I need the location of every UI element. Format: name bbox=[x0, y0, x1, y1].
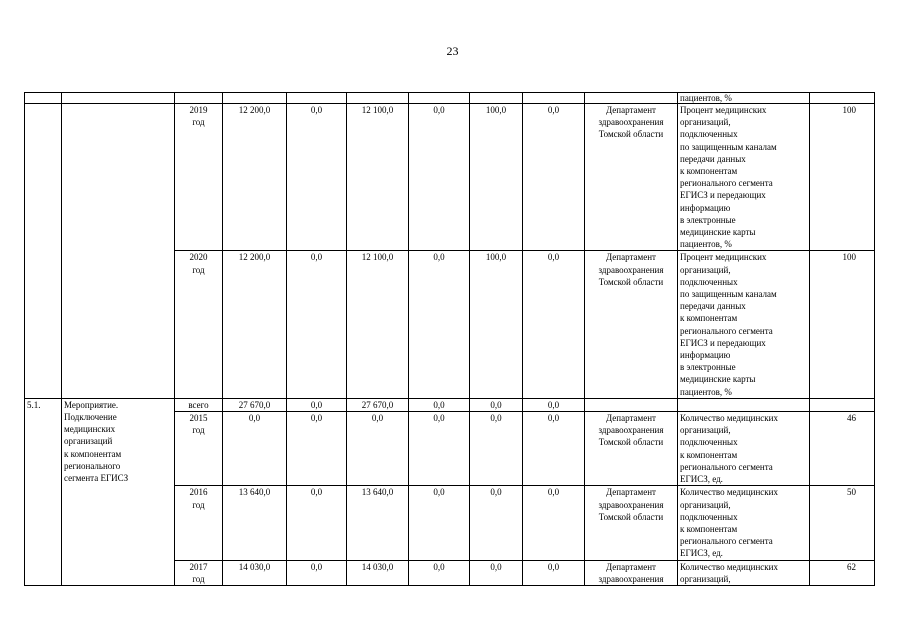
year-line: 2020 bbox=[189, 252, 208, 263]
federal-budget-cell: 0,0 bbox=[287, 104, 347, 251]
executor-line: здравоохранения bbox=[598, 264, 664, 275]
indicator-line: медицинские карты bbox=[680, 374, 756, 385]
cell-empty bbox=[810, 93, 875, 104]
local-budget-cell: 0,0 bbox=[409, 486, 470, 560]
executor-line: Департамент bbox=[606, 561, 656, 572]
indicator-line: информацию bbox=[680, 202, 731, 213]
executor-cell bbox=[585, 251, 678, 398]
year-line: 2019 bbox=[189, 105, 208, 115]
executor-line: здравоохранения bbox=[598, 573, 664, 584]
executor-cell bbox=[585, 560, 678, 585]
page-number: 23 bbox=[446, 44, 459, 58]
year-cell bbox=[175, 251, 223, 398]
year-cell bbox=[175, 412, 223, 486]
indicator-cell bbox=[678, 104, 810, 251]
executor-cell bbox=[585, 104, 678, 251]
target-value-cell: 62 bbox=[810, 560, 875, 585]
indicator-cell bbox=[678, 560, 810, 585]
indicator-line: ЕГИСЗ и передающих bbox=[680, 190, 766, 201]
year-line: всего bbox=[188, 399, 209, 410]
target-value-cell: 50 bbox=[810, 486, 875, 560]
tfoms-cell: 100,0 bbox=[470, 251, 523, 398]
cell-empty bbox=[175, 93, 223, 104]
task-line: сегмента ЕГИСЗ bbox=[64, 473, 129, 484]
cell-empty bbox=[347, 93, 409, 104]
executor-line: Томской области bbox=[598, 276, 664, 287]
executor-line: здравоохранения bbox=[598, 117, 664, 128]
table-row bbox=[25, 104, 875, 251]
tfoms-cell: 0,0 bbox=[470, 398, 523, 411]
regional-budget-cell: 12 100,0 bbox=[347, 104, 409, 251]
year-line: 2015 bbox=[189, 413, 208, 424]
table-row bbox=[25, 398, 875, 411]
executor-cell bbox=[585, 412, 678, 486]
tfoms-cell: 0,0 bbox=[470, 412, 523, 486]
executor-line: Департамент bbox=[606, 252, 656, 263]
federal-budget-cell: 0,0 bbox=[287, 486, 347, 560]
indicator-line: организаций, bbox=[680, 499, 731, 510]
total-amount-cell: 12 200,0 bbox=[223, 251, 287, 398]
federal-budget-cell: 0,0 bbox=[287, 251, 347, 398]
indicator-line: ЕГИСЗ, ед. bbox=[680, 548, 723, 559]
executor-cell bbox=[585, 398, 678, 411]
indicator-line: к компонентам bbox=[680, 523, 738, 534]
executor-line: здравоохранения bbox=[598, 499, 664, 510]
task-cell bbox=[62, 104, 175, 399]
indicator-line: к компонентам bbox=[680, 313, 738, 324]
indicator-line: регионального сегмента bbox=[680, 461, 773, 472]
total-amount-cell: 0,0 bbox=[223, 412, 287, 486]
indicator-cell bbox=[678, 93, 810, 104]
local-budget-cell: 0,0 bbox=[409, 251, 470, 398]
indicator-line: к компонентам bbox=[680, 166, 738, 177]
task-line: Подключение bbox=[64, 412, 117, 423]
other-sources-cell: 0,0 bbox=[523, 104, 585, 251]
indicator-line: организаций, bbox=[680, 117, 731, 128]
item-number-cell: 5.1. bbox=[25, 398, 62, 585]
tfoms-cell: 0,0 bbox=[470, 486, 523, 560]
target-value-cell: 100 bbox=[810, 251, 875, 398]
executor-line: Департамент bbox=[606, 413, 656, 424]
local-budget-cell: 0,0 bbox=[409, 104, 470, 251]
local-budget-cell: 0,0 bbox=[409, 412, 470, 486]
indicator-line: по защищенным каналам bbox=[680, 141, 777, 152]
year-line: 2016 bbox=[189, 487, 208, 498]
indicator-line: по защищенным каналам bbox=[680, 289, 777, 300]
indicator-line: подключенных bbox=[680, 276, 738, 287]
year-line: год bbox=[192, 264, 205, 275]
task-cell bbox=[62, 398, 175, 585]
continuation-row bbox=[25, 93, 875, 104]
year-cell bbox=[175, 486, 223, 560]
indicator-line: пациентов, % bbox=[680, 93, 732, 103]
cell-empty bbox=[585, 93, 678, 104]
indicator-line: ЕГИСЗ, ед. bbox=[680, 474, 723, 485]
regional-budget-cell: 14 030,0 bbox=[347, 560, 409, 585]
total-amount-cell: 27 670,0 bbox=[223, 398, 287, 411]
federal-budget-cell: 0,0 bbox=[287, 398, 347, 411]
executor-line: Томской области bbox=[598, 129, 664, 140]
indicator-cell bbox=[678, 486, 810, 560]
indicator-line: в электронные bbox=[680, 362, 736, 373]
indicator-line: регионального сегмента bbox=[680, 178, 773, 189]
indicator-line: к компонентам bbox=[680, 449, 738, 460]
year-cell bbox=[175, 560, 223, 585]
federal-budget-cell: 0,0 bbox=[287, 412, 347, 486]
indicator-line: организаций, bbox=[680, 425, 731, 436]
cell-empty bbox=[223, 93, 287, 104]
indicator-line: подключенных bbox=[680, 129, 738, 140]
regional-budget-cell: 12 100,0 bbox=[347, 251, 409, 398]
indicator-cell bbox=[678, 412, 810, 486]
indicator-cell bbox=[678, 398, 810, 411]
task-line: Мероприятие. bbox=[64, 399, 119, 410]
federal-budget-cell: 0,0 bbox=[287, 560, 347, 585]
target-value-cell bbox=[810, 398, 875, 411]
other-sources-cell: 0,0 bbox=[523, 486, 585, 560]
executor-line: Департамент bbox=[606, 487, 656, 498]
task-line: организаций bbox=[64, 436, 113, 447]
indicator-line: медицинские карты bbox=[680, 227, 756, 238]
total-amount-cell: 12 200,0 bbox=[223, 104, 287, 251]
indicator-line: в электронные bbox=[680, 214, 736, 225]
task-line: к компонентам bbox=[64, 448, 122, 459]
indicator-line: пациентов, % bbox=[680, 386, 732, 397]
regional-budget-cell: 13 640,0 bbox=[347, 486, 409, 560]
executor-line: Департамент bbox=[606, 105, 656, 115]
total-amount-cell: 13 640,0 bbox=[223, 486, 287, 560]
target-value-cell: 100 bbox=[810, 104, 875, 251]
indicator-line: организаций, bbox=[680, 573, 731, 584]
indicator-line: информацию bbox=[680, 350, 731, 361]
cell-empty bbox=[470, 93, 523, 104]
task-line: регионального bbox=[64, 460, 121, 471]
task-line: медицинских bbox=[64, 424, 116, 435]
tfoms-cell: 100,0 bbox=[470, 104, 523, 251]
tfoms-cell: 0,0 bbox=[470, 560, 523, 585]
cell-empty bbox=[409, 93, 470, 104]
indicator-line: Количество медицинских bbox=[680, 413, 778, 424]
year-line: год bbox=[192, 499, 205, 510]
year-line: 2017 bbox=[189, 561, 208, 572]
other-sources-cell: 0,0 bbox=[523, 251, 585, 398]
target-value-cell: 46 bbox=[810, 412, 875, 486]
executor-line: здравоохранения bbox=[598, 425, 664, 436]
indicator-cell bbox=[678, 251, 810, 398]
other-sources-cell: 0,0 bbox=[523, 412, 585, 486]
indicator-line: Количество медицинских bbox=[680, 487, 778, 498]
indicator-line: организаций, bbox=[680, 264, 731, 275]
indicator-line: Процент медицинских bbox=[680, 252, 767, 263]
cell-empty bbox=[287, 93, 347, 104]
local-budget-cell: 0,0 bbox=[409, 560, 470, 585]
total-amount-cell: 14 030,0 bbox=[223, 560, 287, 585]
year-line: год bbox=[192, 573, 205, 584]
indicator-line: пациентов, % bbox=[680, 239, 732, 250]
financing-table bbox=[24, 92, 875, 586]
cell-empty bbox=[62, 93, 175, 104]
executor-line: Томской области bbox=[598, 437, 664, 448]
year-line: год bbox=[192, 425, 205, 436]
indicator-line: подключенных bbox=[680, 511, 738, 522]
indicator-line: Процент медицинских bbox=[680, 105, 767, 115]
indicator-line: регионального сегмента bbox=[680, 536, 773, 547]
indicator-line: подключенных bbox=[680, 437, 738, 448]
other-sources-cell: 0,0 bbox=[523, 398, 585, 411]
indicator-line: Количество медицинских bbox=[680, 561, 778, 572]
year-line: год bbox=[192, 117, 205, 128]
local-budget-cell: 0,0 bbox=[409, 398, 470, 411]
cell-empty bbox=[523, 93, 585, 104]
indicator-line: передачи данных bbox=[680, 301, 746, 312]
year-cell bbox=[175, 104, 223, 251]
executor-line: Томской области bbox=[598, 511, 664, 522]
executor-cell bbox=[585, 486, 678, 560]
other-sources-cell: 0,0 bbox=[523, 560, 585, 585]
cell-empty bbox=[25, 93, 62, 104]
indicator-line: ЕГИСЗ и передающих bbox=[680, 337, 766, 348]
item-number-cell bbox=[25, 104, 62, 399]
regional-budget-cell: 0,0 bbox=[347, 412, 409, 486]
indicator-line: передачи данных bbox=[680, 153, 746, 164]
regional-budget-cell: 27 670,0 bbox=[347, 398, 409, 411]
year-cell bbox=[175, 398, 223, 411]
indicator-line: регионального сегмента bbox=[680, 325, 773, 336]
